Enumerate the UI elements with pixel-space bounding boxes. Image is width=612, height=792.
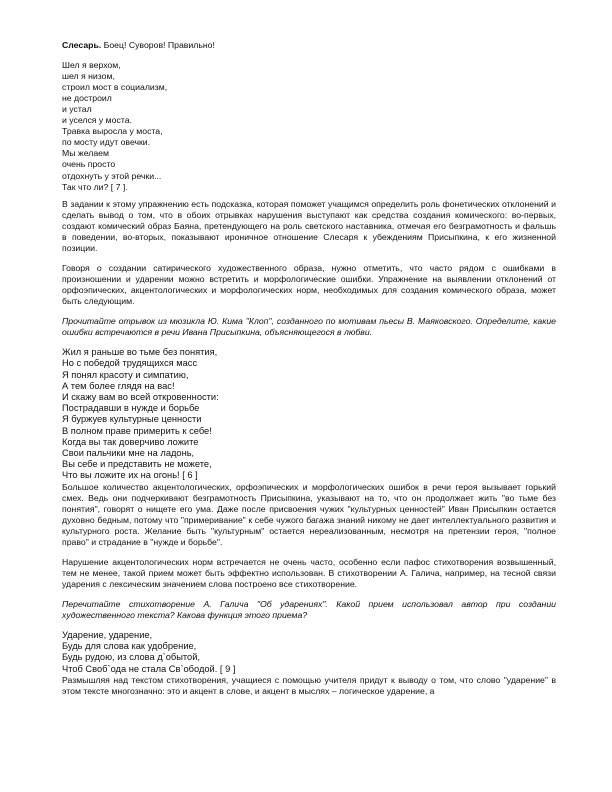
poem-line: Я буржуев культурные ценности [62, 414, 202, 425]
poem-line: и устал [62, 104, 92, 115]
poem-line: Вы себе и представить не можете, [62, 459, 212, 470]
paragraph-errors-analysis: Большое количество акцентологических, орфоэпических и морфологических ошибок в речи героя вызывает горький смех. Ведь они подчеркивают безграмотность Присыпкина, указывают на то, что он продолжает жить "во тьме без понятия", говорят о нищете его ума. Даже после присвоения чужих "культурных ценностей" Иван Присыпкин остается духовно бедным, потому что "примеривание" к себе чужого багажа знаний никому не дает интеллектуального развития и культурного роста. Желание быть "культурным" остается нереализованным, несмотря на претензии героя, "полное право" и страдание в "нужде и борьбе". [62, 481, 556, 547]
poem-mayakovsky [62, 60, 556, 193]
poem-line: Так что ли? [ 7 ]. [62, 181, 128, 192]
poem-line: Будь для слова как удобрение, [62, 641, 197, 652]
poem-line: Я понял красоту и симпатию, [62, 369, 189, 380]
poem-line: Когда вы так доверчиво ложите [62, 436, 199, 447]
poem-line: по мосту идут овечки. [62, 137, 151, 148]
task-klop: Прочитайте отрывок из мюзикла Ю. Кима "Клоп", созданного по мотивам пьесы В. Маяковского. Определите, какие ошибки встречаются в речи Ивана Присыпкина, объясняющегося в любви. [62, 316, 556, 338]
poem-line: Свои пальчики мне на ладонь, [62, 447, 195, 458]
task-galich: Перечитайте стихотворение А. Галича "Об ударениях". Какой прием использовал автор при создании художественного текста? Какова функция этого приема? [62, 598, 556, 621]
poem-line: Но с победой трудящихся масс [62, 358, 198, 369]
paragraph-satire: Говоря о создании сатирического художественного образа, нужно отметить, что часто рядом с ошибками в произношении и ударении можно встретить и морфологические ошибки. Упражнение на выявлении отклонений от орфоэпических, акцентологических и морфологических норм, необходимых для создания комического образа, может быть следующим. [62, 262, 556, 306]
poem-line: отдохнуть у этой речки... [62, 170, 162, 181]
poem-line: Что вы ложите их на огонь! [ 6 ] [62, 470, 198, 481]
paragraph-accent-norms: Нарушение акцентологических норм встречается не очень часто, особенно если пафос стихотворения возвышенный, тем не менее, такой прием может быть эффектно использован. В стихотворении А. Галича, например, на тесной связи ударения с лексическим значением слова построено все стихотворение. [62, 556, 556, 589]
dialogue-text: Боец! Суворов! Правильно! [101, 40, 215, 50]
poem-line: Будь рудою, из слова д`обытой, [62, 652, 201, 663]
poem-line: Жил я раньше во тьме без понятия, [62, 347, 218, 358]
poem-line: очень просто [62, 159, 116, 170]
poem-line: шел я низом, [62, 71, 115, 82]
poem-line: и уселся у моста. [62, 115, 132, 126]
paragraph-conclusion: Размышляя над текстом стихотворения, учащиеся с помощью учителя придут к выводу о том, что слово "ударение" в этом тексте многозначно: это и акцент в слове, и акцент в мыслях – логическое ударение, а [62, 674, 556, 696]
poem-kim [62, 347, 556, 481]
poem-line: В полном праве примерить к себе! [62, 425, 212, 436]
poem-galich [62, 630, 556, 675]
paragraph-exercise-hint: В задании к этому упражнению есть подсказка, которая поможет учащимся определить роль фонетических отклонений и сделать вывод о том, что в обоих отрывках нарушения выступают как средства создания комического: во-первых, создают комический образ Баяна, претендующего на роль светского наставника, отмечая его безграмотность и фальшь в поведении, во-вторых, показывают ироничное отношение Слесаря к убеждениям Присыпкина, к его жизненной позиции. [62, 198, 556, 253]
poem-line: И скажу вам во всей откровенности: [62, 391, 219, 402]
speaker-name: Слесарь. [62, 40, 102, 50]
poem-line: Пострадавши в нужде и борьбе [62, 403, 200, 414]
poem-line: Ударение, ударение, [62, 630, 153, 641]
poem-line: Чтоб Своб`ода не стала Св`ободой. [ 9 ] [62, 663, 236, 674]
dialogue-line [62, 40, 556, 51]
poem-line: строил мост в социализм, [62, 82, 168, 93]
poem-line: не достроил [62, 93, 112, 104]
poem-line: Мы желаем [62, 148, 109, 159]
poem-line: Шел я верхом, [62, 60, 121, 71]
poem-line: Травка выросла у моста, [62, 126, 163, 137]
poem-line: А тем более глядя на вас! [62, 380, 175, 391]
